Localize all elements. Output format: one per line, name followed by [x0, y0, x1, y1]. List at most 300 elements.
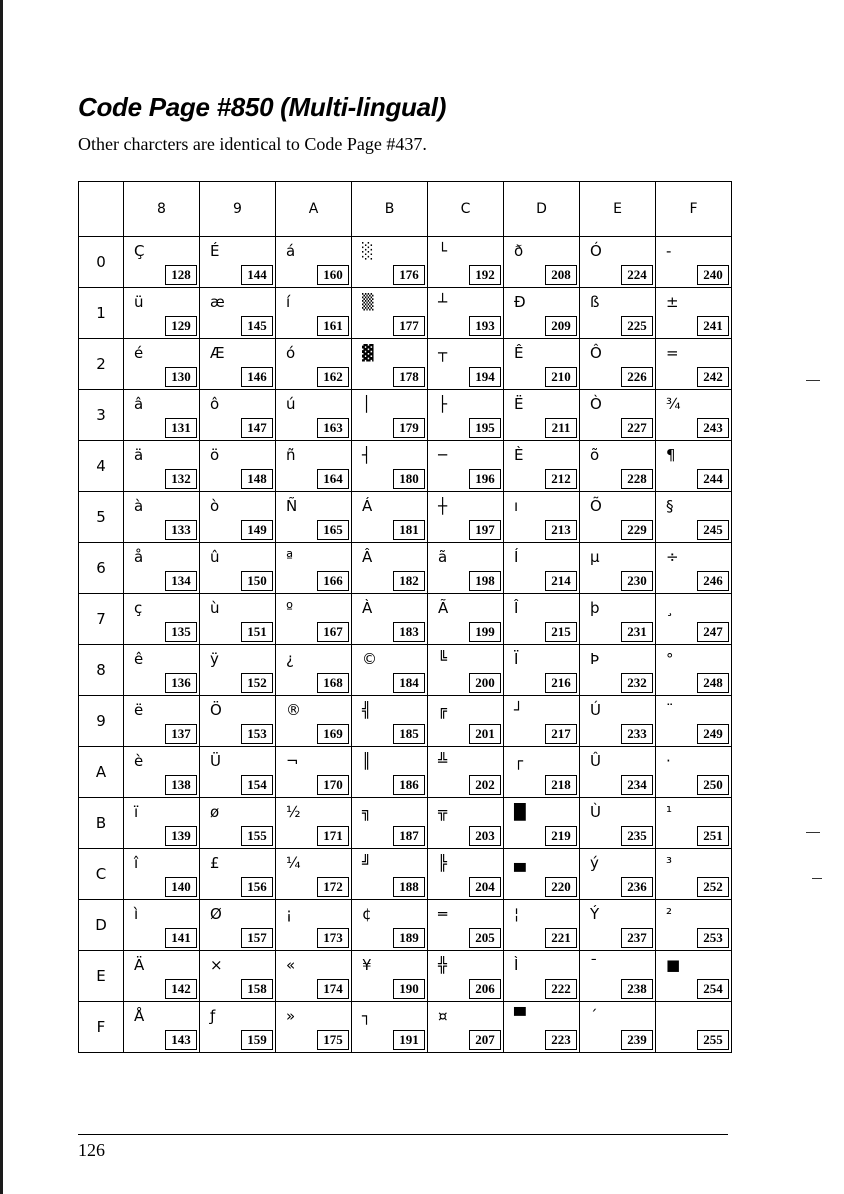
- char-glyph: À: [362, 599, 373, 617]
- char-cell: [428, 594, 504, 645]
- char-glyph: É: [210, 242, 220, 260]
- table-row: [79, 900, 732, 951]
- char-glyph: ¢: [362, 905, 372, 923]
- row-header: 8: [79, 645, 124, 696]
- char-cell: [200, 390, 276, 441]
- char-code-box: 135: [165, 622, 197, 642]
- char-glyph: ┘: [514, 701, 524, 719]
- char-cell: [124, 543, 200, 594]
- char-cell: [200, 441, 276, 492]
- char-glyph: ª: [286, 548, 294, 566]
- table-row: [79, 339, 732, 390]
- char-glyph: Ç: [134, 242, 145, 260]
- char-cell: [124, 594, 200, 645]
- char-cell: [656, 1002, 732, 1053]
- char-code-box: 154: [241, 775, 273, 795]
- char-code-box: 170: [317, 775, 349, 795]
- char-code-box: 214: [545, 571, 577, 591]
- char-code-box: 194: [469, 367, 501, 387]
- char-code-box: 240: [697, 265, 729, 285]
- char-code-box: 182: [393, 571, 425, 591]
- char-glyph: ░: [362, 242, 374, 260]
- char-code-box: 221: [545, 928, 577, 948]
- char-cell: [656, 798, 732, 849]
- char-code-box: 197: [469, 520, 501, 540]
- char-glyph: ┴: [438, 293, 448, 311]
- page-spine-edge: [0, 0, 3, 1194]
- char-code-box: 148: [241, 469, 273, 489]
- char-glyph: ¾: [666, 395, 681, 413]
- char-glyph: ┼: [438, 497, 448, 515]
- char-glyph: Õ: [590, 497, 602, 515]
- char-glyph: █: [514, 803, 526, 821]
- char-glyph: Ä: [134, 956, 145, 974]
- char-code-box: 205: [469, 928, 501, 948]
- page-subtitle: Other charcters are identical to Code Page #437.: [78, 134, 427, 154]
- char-glyph: Ó: [590, 242, 602, 260]
- char-code-box: 237: [621, 928, 653, 948]
- char-glyph: Ã: [438, 599, 449, 617]
- char-cell: [504, 696, 580, 747]
- char-glyph: £: [210, 854, 220, 872]
- char-glyph: å: [134, 548, 144, 566]
- char-code-box: 163: [317, 418, 349, 438]
- char-cell: [276, 492, 352, 543]
- table-row: [79, 747, 732, 798]
- char-code-box: 131: [165, 418, 197, 438]
- char-glyph: Ñ: [286, 497, 298, 515]
- char-glyph: Ü: [210, 752, 221, 770]
- column-header: 9: [200, 182, 276, 237]
- char-code-box: 173: [317, 928, 349, 948]
- char-glyph: «: [286, 956, 296, 974]
- char-glyph: ç: [134, 599, 143, 617]
- char-glyph: ¯: [590, 956, 598, 974]
- char-cell: [580, 594, 656, 645]
- char-cell: [124, 849, 200, 900]
- char-cell: [504, 288, 580, 339]
- code-page-body: [79, 237, 732, 1053]
- char-glyph: ▄: [514, 854, 526, 872]
- char-glyph: ═: [438, 905, 448, 923]
- char-glyph: ß: [590, 293, 600, 311]
- char-code-box: 254: [697, 979, 729, 999]
- char-cell: [124, 288, 200, 339]
- char-glyph: ±: [666, 293, 679, 311]
- char-code-box: 210: [545, 367, 577, 387]
- char-glyph: ¤: [438, 1007, 448, 1025]
- char-glyph: ╣: [362, 701, 372, 719]
- char-code-box: 157: [241, 928, 273, 948]
- char-glyph: Í: [514, 548, 519, 566]
- char-cell: [656, 441, 732, 492]
- char-glyph: Ô: [590, 344, 602, 362]
- char-glyph: ¿: [286, 650, 294, 668]
- char-code-box: 191: [393, 1030, 425, 1050]
- char-cell: [428, 747, 504, 798]
- char-cell: [504, 594, 580, 645]
- column-header: D: [504, 182, 580, 237]
- char-glyph: ü: [134, 293, 144, 311]
- char-code-box: 159: [241, 1030, 273, 1050]
- char-cell: [352, 288, 428, 339]
- char-code-box: 226: [621, 367, 653, 387]
- char-cell: [276, 1002, 352, 1053]
- char-glyph: ┐: [362, 1007, 372, 1025]
- page-number: 126: [78, 1140, 105, 1160]
- char-code-box: 242: [697, 367, 729, 387]
- footer-rule: [78, 1134, 728, 1135]
- char-code-box: 241: [697, 316, 729, 336]
- char-glyph: ×: [210, 956, 223, 974]
- char-code-box: 225: [621, 316, 653, 336]
- char-cell: [656, 390, 732, 441]
- char-cell: [276, 849, 352, 900]
- char-code-box: 128: [165, 265, 197, 285]
- char-glyph: Ò: [590, 395, 602, 413]
- char-glyph: ®: [286, 701, 301, 719]
- char-code-box: 184: [393, 673, 425, 693]
- char-glyph: û: [210, 548, 220, 566]
- char-cell: [428, 645, 504, 696]
- row-header: D: [79, 900, 124, 951]
- char-code-box: 193: [469, 316, 501, 336]
- char-cell: [276, 696, 352, 747]
- char-glyph: Ù: [590, 803, 601, 821]
- char-glyph: ▒: [362, 293, 374, 311]
- row-header: B: [79, 798, 124, 849]
- char-glyph: â: [134, 395, 144, 413]
- char-cell: [656, 951, 732, 1002]
- char-code-box: 236: [621, 877, 653, 897]
- char-glyph: ì: [134, 905, 139, 923]
- char-glyph: Ý: [590, 905, 600, 923]
- char-code-box: 255: [697, 1030, 729, 1050]
- char-cell: [352, 849, 428, 900]
- char-code-box: 134: [165, 571, 197, 591]
- char-glyph: Ø: [210, 905, 222, 923]
- char-cell: [580, 849, 656, 900]
- char-code-box: 213: [545, 520, 577, 540]
- char-cell: [352, 747, 428, 798]
- char-glyph: µ: [590, 548, 600, 566]
- char-code-box: 238: [621, 979, 653, 999]
- char-cell: [580, 900, 656, 951]
- code-page-table: [78, 181, 732, 1053]
- char-code-box: 246: [697, 571, 729, 591]
- char-code-box: 249: [697, 724, 729, 744]
- char-cell: [276, 594, 352, 645]
- char-glyph: è: [134, 752, 144, 770]
- char-code-box: 206: [469, 979, 501, 999]
- char-code-box: 195: [469, 418, 501, 438]
- char-glyph: ©: [362, 650, 377, 668]
- char-glyph: ³: [666, 854, 673, 872]
- char-code-box: 180: [393, 469, 425, 489]
- char-code-box: 209: [545, 316, 577, 336]
- char-code-box: 189: [393, 928, 425, 948]
- char-cell: [200, 849, 276, 900]
- row-header: A: [79, 747, 124, 798]
- char-cell: [276, 645, 352, 696]
- char-glyph: ý: [590, 854, 599, 872]
- char-code-box: 139: [165, 826, 197, 846]
- column-header: F: [656, 182, 732, 237]
- char-cell: [124, 645, 200, 696]
- char-glyph: ·: [666, 752, 671, 770]
- char-code-box: 130: [165, 367, 197, 387]
- char-cell: [656, 492, 732, 543]
- row-header: 9: [79, 696, 124, 747]
- char-code-box: 252: [697, 877, 729, 897]
- char-cell: [200, 543, 276, 594]
- table-row: [79, 543, 732, 594]
- char-cell: [580, 951, 656, 1002]
- char-code-box: 153: [241, 724, 273, 744]
- char-code-box: 143: [165, 1030, 197, 1050]
- column-header: A: [276, 182, 352, 237]
- char-cell: [352, 798, 428, 849]
- char-glyph: °: [666, 650, 674, 668]
- char-glyph: Ï: [514, 650, 519, 668]
- char-cell: [200, 696, 276, 747]
- char-cell: [276, 288, 352, 339]
- char-code-box: 177: [393, 316, 425, 336]
- char-cell: [428, 849, 504, 900]
- char-cell: [656, 543, 732, 594]
- row-header: 4: [79, 441, 124, 492]
- table-row: [79, 237, 732, 288]
- char-code-box: 171: [317, 826, 349, 846]
- char-glyph: ║: [362, 752, 372, 770]
- char-cell: [428, 1002, 504, 1053]
- char-cell: [504, 900, 580, 951]
- char-glyph: ö: [210, 446, 220, 464]
- char-cell: [124, 798, 200, 849]
- char-cell: [656, 696, 732, 747]
- row-header: 5: [79, 492, 124, 543]
- char-glyph: Ì: [514, 956, 519, 974]
- char-code-box: 199: [469, 622, 501, 642]
- char-cell: [276, 441, 352, 492]
- char-code-box: 203: [469, 826, 501, 846]
- table-row: [79, 390, 732, 441]
- char-code-box: 144: [241, 265, 273, 285]
- char-glyph: ã: [438, 548, 448, 566]
- char-cell: [580, 237, 656, 288]
- char-cell: [656, 594, 732, 645]
- char-cell: [124, 237, 200, 288]
- char-cell: [580, 543, 656, 594]
- char-code-box: 167: [317, 622, 349, 642]
- char-cell: [352, 390, 428, 441]
- char-code-box: 227: [621, 418, 653, 438]
- table-row: [79, 288, 732, 339]
- char-cell: [504, 339, 580, 390]
- table-row: [79, 492, 732, 543]
- char-code-box: 248: [697, 673, 729, 693]
- char-glyph: ¥: [362, 956, 372, 974]
- char-code-box: 234: [621, 775, 653, 795]
- char-code-box: 169: [317, 724, 349, 744]
- char-code-box: 129: [165, 316, 197, 336]
- char-code-box: 219: [545, 826, 577, 846]
- row-header: 2: [79, 339, 124, 390]
- char-code-box: 166: [317, 571, 349, 591]
- char-code-box: 192: [469, 265, 501, 285]
- char-cell: [276, 951, 352, 1002]
- char-code-box: 168: [317, 673, 349, 693]
- char-code-box: 223: [545, 1030, 577, 1050]
- char-cell: [656, 900, 732, 951]
- char-cell: [504, 747, 580, 798]
- char-glyph: ı: [514, 497, 519, 515]
- char-glyph: Ë: [514, 395, 524, 413]
- char-cell: [276, 747, 352, 798]
- char-cell: [200, 645, 276, 696]
- char-code-box: 172: [317, 877, 349, 897]
- char-code-box: 207: [469, 1030, 501, 1050]
- char-code-box: 147: [241, 418, 273, 438]
- char-code-box: 212: [545, 469, 577, 489]
- char-code-box: 162: [317, 367, 349, 387]
- char-code-box: 201: [469, 724, 501, 744]
- char-code-box: 232: [621, 673, 653, 693]
- char-glyph: á: [286, 242, 296, 260]
- char-code-box: 183: [393, 622, 425, 642]
- char-cell: [656, 339, 732, 390]
- char-code-box: 208: [545, 265, 577, 285]
- row-header: 6: [79, 543, 124, 594]
- char-code-box: 198: [469, 571, 501, 591]
- char-glyph: î: [134, 854, 139, 872]
- char-glyph: ù: [210, 599, 220, 617]
- char-glyph: ╔: [438, 701, 448, 719]
- margin-mark: [806, 380, 820, 381]
- char-glyph: Ê: [514, 344, 524, 362]
- char-glyph: ¬: [286, 752, 299, 770]
- char-code-box: 140: [165, 877, 197, 897]
- char-cell: [580, 1002, 656, 1053]
- char-code-box: 164: [317, 469, 349, 489]
- char-cell: [580, 696, 656, 747]
- char-cell: [428, 696, 504, 747]
- char-glyph: ´: [590, 1007, 598, 1025]
- char-glyph: Á: [362, 497, 373, 515]
- char-cell: [504, 441, 580, 492]
- char-code-box: 149: [241, 520, 273, 540]
- char-code-box: 156: [241, 877, 273, 897]
- char-cell: [352, 645, 428, 696]
- char-cell: [200, 1002, 276, 1053]
- char-glyph: Ú: [590, 701, 601, 719]
- char-code-box: 160: [317, 265, 349, 285]
- char-cell: [428, 951, 504, 1002]
- char-glyph: ø: [210, 803, 220, 821]
- char-cell: [504, 951, 580, 1002]
- char-cell: [124, 696, 200, 747]
- char-glyph: ò: [210, 497, 220, 515]
- char-code-box: 187: [393, 826, 425, 846]
- char-cell: [124, 492, 200, 543]
- char-code-box: 200: [469, 673, 501, 693]
- char-code-box: 179: [393, 418, 425, 438]
- char-glyph: ╬: [438, 956, 448, 974]
- char-glyph: ¨: [666, 701, 674, 719]
- char-code-box: 146: [241, 367, 273, 387]
- char-cell: [504, 798, 580, 849]
- char-cell: [200, 339, 276, 390]
- table-row: [79, 951, 732, 1002]
- char-glyph: þ: [590, 599, 600, 617]
- char-code-box: 220: [545, 877, 577, 897]
- char-glyph: ╩: [438, 752, 448, 770]
- char-glyph: §: [666, 497, 674, 515]
- char-code-box: 239: [621, 1030, 653, 1050]
- char-glyph: ╦: [438, 803, 448, 821]
- char-cell: [352, 441, 428, 492]
- char-cell: [428, 339, 504, 390]
- char-glyph: ¹: [666, 803, 673, 821]
- char-cell: [656, 849, 732, 900]
- char-cell: [124, 390, 200, 441]
- table-row: [79, 594, 732, 645]
- char-cell: [352, 492, 428, 543]
- char-cell: [200, 900, 276, 951]
- char-cell: [276, 543, 352, 594]
- char-cell: [428, 237, 504, 288]
- char-glyph: ë: [134, 701, 144, 719]
- char-cell: [352, 237, 428, 288]
- char-cell: [428, 441, 504, 492]
- char-cell: [504, 390, 580, 441]
- char-code-box: 230: [621, 571, 653, 591]
- table-row: [79, 441, 732, 492]
- char-glyph: ½: [286, 803, 301, 821]
- char-glyph: =: [666, 344, 679, 362]
- char-cell: [580, 645, 656, 696]
- char-code-box: 161: [317, 316, 349, 336]
- char-glyph: Æ: [210, 344, 225, 362]
- char-code-box: 244: [697, 469, 729, 489]
- char-cell: [352, 594, 428, 645]
- char-code-box: 250: [697, 775, 729, 795]
- char-glyph: ¸: [666, 599, 674, 617]
- char-cell: [276, 237, 352, 288]
- row-header: C: [79, 849, 124, 900]
- char-code-box: 155: [241, 826, 273, 846]
- table-row: [79, 1002, 732, 1053]
- table-row: [79, 849, 732, 900]
- char-cell: [504, 237, 580, 288]
- char-cell: [200, 594, 276, 645]
- char-glyph: ╚: [438, 650, 448, 668]
- margin-mark: [812, 878, 822, 879]
- char-code-box: 233: [621, 724, 653, 744]
- char-code-box: 152: [241, 673, 273, 693]
- char-glyph: ú: [286, 395, 296, 413]
- corner-cell: [79, 182, 124, 237]
- char-glyph: ▓: [362, 344, 374, 362]
- char-code-box: 174: [317, 979, 349, 999]
- char-glyph: Ö: [210, 701, 222, 719]
- table-row: [79, 645, 732, 696]
- char-glyph: ó: [286, 344, 296, 362]
- char-code-box: 142: [165, 979, 197, 999]
- char-cell: [200, 492, 276, 543]
- char-cell: [276, 798, 352, 849]
- char-glyph: ¡: [286, 905, 293, 923]
